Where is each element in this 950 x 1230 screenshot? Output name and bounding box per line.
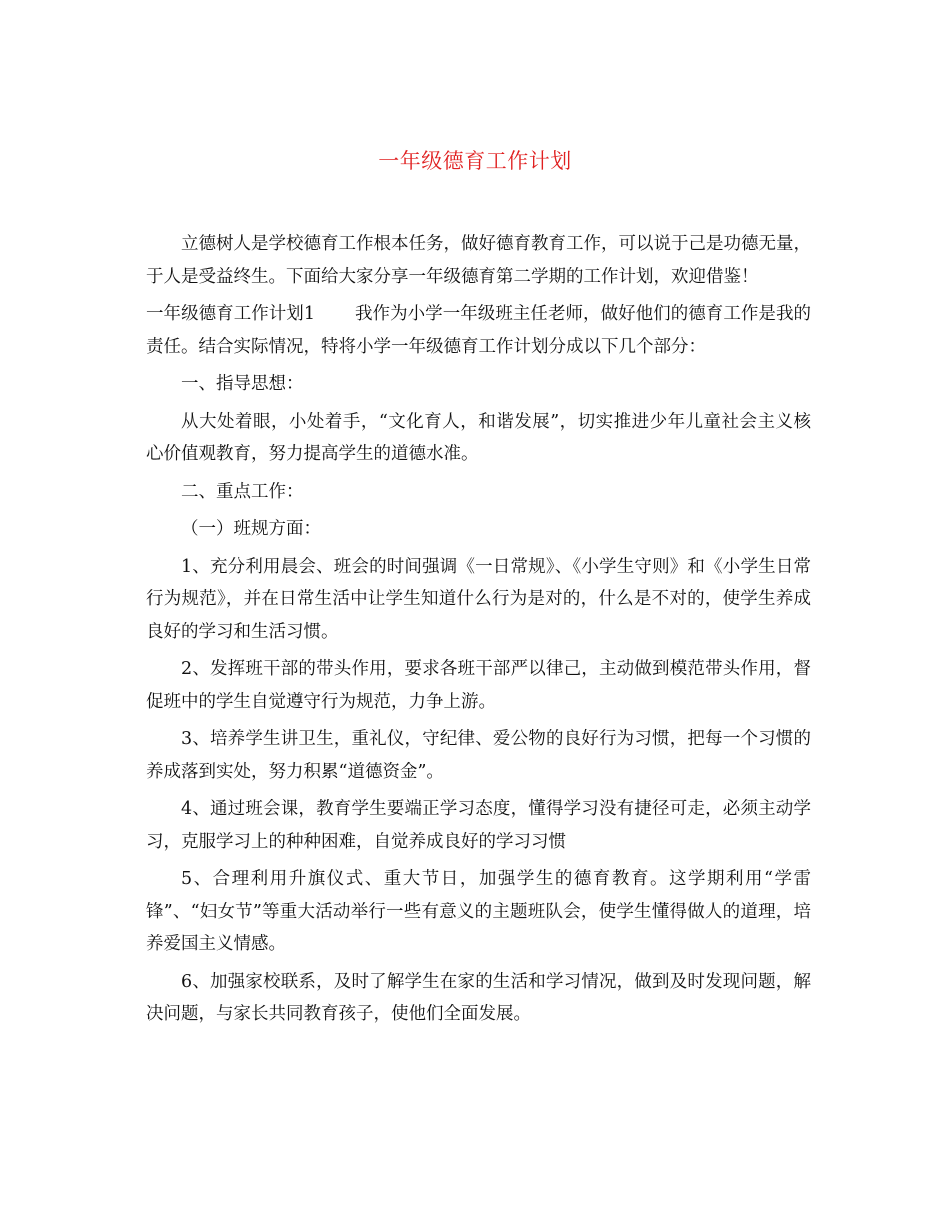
section-heading-key-work: 二、重点工作： [181,481,304,502]
list-item: 4、通过班会课，教育学生要端正学习态度，懂得学习没有捷径可走，必须主动学习，克服学习上的种种困难，自觉养成良好的学习习惯 [146,799,811,852]
plan-intro: 我作为小学一年级班主任老师，做好他们的德育工作是我的责任。结合实际情况，特将小学一年级德育工作计划分成以下几个部分： [146,304,811,357]
section-heading-guiding: 一、指导思想： [181,374,304,394]
list-item: 2、发挥班干部的带头作用，要求各班干部严以律己，主动做到模范带头作用，督促班中的学生自觉遵守行为规范，力争上游。 [146,659,811,712]
list-item: 1、充分利用晨会、班会的时间强调《一日常规》、《小学生守则》和《小学生日常行为规范》，并在日常生活中让学生知道什么行为是对的，什么是不对的，使学生养成良好的学习和生活习惯。 [146,556,811,642]
plan-heading: 一年级德育工作计划1 [146,304,315,324]
list-item: 5、合理利用升旗仪式、重大节日，加强学生的德育教育。这学期利用“学雷锋”、“妇女节”等重大活动举行一些有意义的主题班队会，使学生懂得做人的道理，培养爱国主义情感。 [146,869,811,954]
document-body [146,228,811,1036]
subsection-heading-class-rules: （一）班规方面： [181,519,321,539]
intro-paragraph: 立德树人是学校德育工作根本任务，做好德育教育工作，可以说于己是功德无量，于人是受益终生。下面给大家分享一年级德育第二学期的工作计划，欢迎借鉴！ [146,234,811,287]
document-title: 一年级德育工作计划 [378,149,572,173]
section-text-guiding: 从大处着眼，小处着手，“文化育人，和谐发展”，切实推进少年儿童社会主义核心价值观教育，努力提高学生的道德水准。 [146,411,811,464]
list-item: 6、加强家校联系，及时了解学生在家的生活和学习情况，做到及时发现问题，解决问题，与家长共同教育孩子，使他们全面发展。 [146,971,811,1024]
plan-paragraph [146,298,811,363]
list-item: 3、培养学生讲卫生，重礼仪，守纪律、爱公物的良好行为习惯，把每一个习惯的养成落到实处，努力积累“道德资金”。 [146,729,811,782]
